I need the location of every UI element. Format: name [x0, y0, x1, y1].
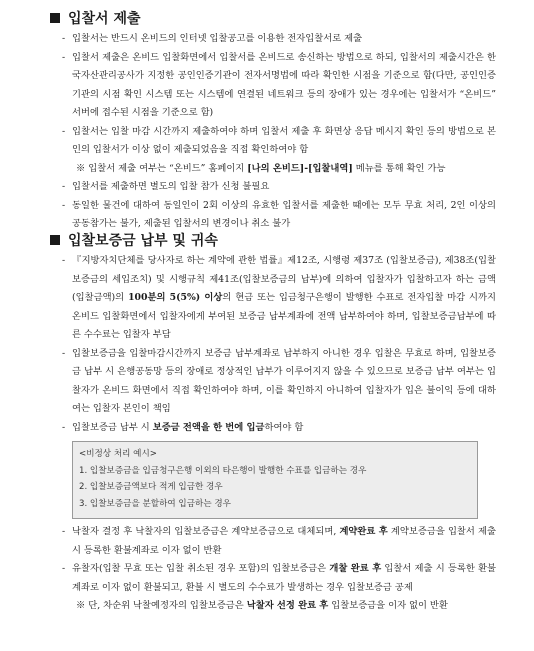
- list-item: - 『지방자치단체를 당사자로 하는 계약에 관한 법률』제12조, 시행령 제37조 (입찰보증금), 제38조(입찰보증금의 세입조치) 및 시행규칙 제41조(입찰보증금의 납부)에 의하여 입찰자가 입찰하고자 하는 금액(입찰금액)의 100분의 5(5%) 이상의 현금 또는 입금청구은행이 발행한 수표로 전자입찰 마감 시까지 온비드 입찰화면에서 입찰자에게 부여된 보증금 납부계좌에 전액 납부하여야 하며, 입찰보증금납부에 따른 수수료는 입찰자 부담: [62, 255, 496, 340]
- list-item: - 입찰보증금 납부 시 보증금 전액을 한 번에 입금하여야 함: [62, 421, 304, 433]
- note-item: ※ 단, 차순위 낙찰예정자의 입찰보증금은 낙찰자 선정 완료 후 입찰보증금을 이자 없이 반환: [76, 600, 448, 611]
- box-title: <비정상 처리 예시>: [79, 449, 157, 459]
- bid-submission-section: [0, 8, 534, 234]
- box-item: 1. 입찰보증금을 입금청구은행 이외의 타은행이 발행한 수표를 입금하는 경우: [79, 465, 367, 476]
- note-item: ※ 입찰서 제출 여부는 “온비드” 홈페이지 [나의 온비드]-[입찰내역] 메뉴를 통해 확인 가능: [76, 162, 446, 174]
- square-bullet-icon: [50, 13, 60, 23]
- section-heading: [50, 8, 534, 30]
- list-item: - 입찰서를 제출하면 별도의 입찰 참가 신청 불필요: [62, 181, 270, 192]
- list-item: - 유찰자(입찰 무효 또는 입찰 취소된 경우 포함)의 입찰보증금은 개찰 완료 후 입찰서 제출 시 등록한 환불계좌로 이자 없이 환불되고, 환불 시 별도의 수수료가 발생하는 경우 입찰보증금 공제: [62, 563, 496, 593]
- list-item: - 낙찰자 결정 후 낙찰자의 입찰보증금은 계약보증금으로 대체되며, 계약완료 후 계약보증금을 입찰서 제출 시 등록한 환불계좌로 이자 없이 반환: [62, 526, 496, 556]
- list-item: - 동일한 물건에 대하여 동일인이 2회 이상의 유효한 입찰서를 제출한 때에는 모두 무효 처리, 2인 이상의 공동참가는 불가, 제출된 입찰서의 변경이나 취소 불가: [62, 199, 496, 229]
- list-item: - 입찰보증금을 입찰마감시간까지 보증금 납부계좌로 납부하지 아니한 경우 입찰은 무효로 하며, 입찰보증금 납부 시 은행공동망 등의 장애로 정상적인 납부가 이루어지지 않을 수 있으므로 보증금 납부 여부는 입찰자가 온비드 화면에서 직접 확인하여야 하며, 이를 확인하지 아니하여 입찰자가 입은 불이익 등에 대하여는 입찰자 본인이 책임: [62, 347, 496, 414]
- box-item: 3. 입찰보증금을 분할하여 입금하는 경우: [79, 498, 231, 509]
- list-item: - 입찰서 제출은 온비드 입찰화면에서 입찰서를 온비드로 송신하는 방법으로 하되, 입찰서의 제출시간은 한국자산관리공사가 지정한 공인인증기관이 전자서명법에 따라 확인한 시점을 기준으로 함(다만, 공인인증기관의 시점 확인 시스템 또는 시스템에 연결된 네트워크 등의 장애가 있는 경우에는 입찰서가 “온비드” 서버에 접수된 시점을 기준으로 함): [62, 51, 496, 118]
- section-title: 입찰보증금 납부 및 귀속: [68, 233, 218, 249]
- list-item: - 입찰서는 입찰 마감 시간까지 제출하여야 하며 입찰서 제출 후 화면상 응답 메시지 확인 등의 방법으로 본인의 입찰서가 이상 없이 제출되었음을 직접 확인하여야 함: [62, 125, 496, 155]
- square-bullet-icon: [50, 235, 60, 245]
- abnormal-example-box: [72, 441, 478, 519]
- box-item: 2. 입찰보증금액보다 적게 입금한 경우: [79, 482, 223, 492]
- list-item: - 입찰서는 반드시 온비드의 인터넷 입찰공고를 이용한 전자입찰서로 제출: [62, 33, 363, 44]
- section-title: 입찰서 제출: [68, 11, 141, 27]
- bid-deposit-section: [0, 230, 534, 616]
- section-heading: [50, 230, 534, 252]
